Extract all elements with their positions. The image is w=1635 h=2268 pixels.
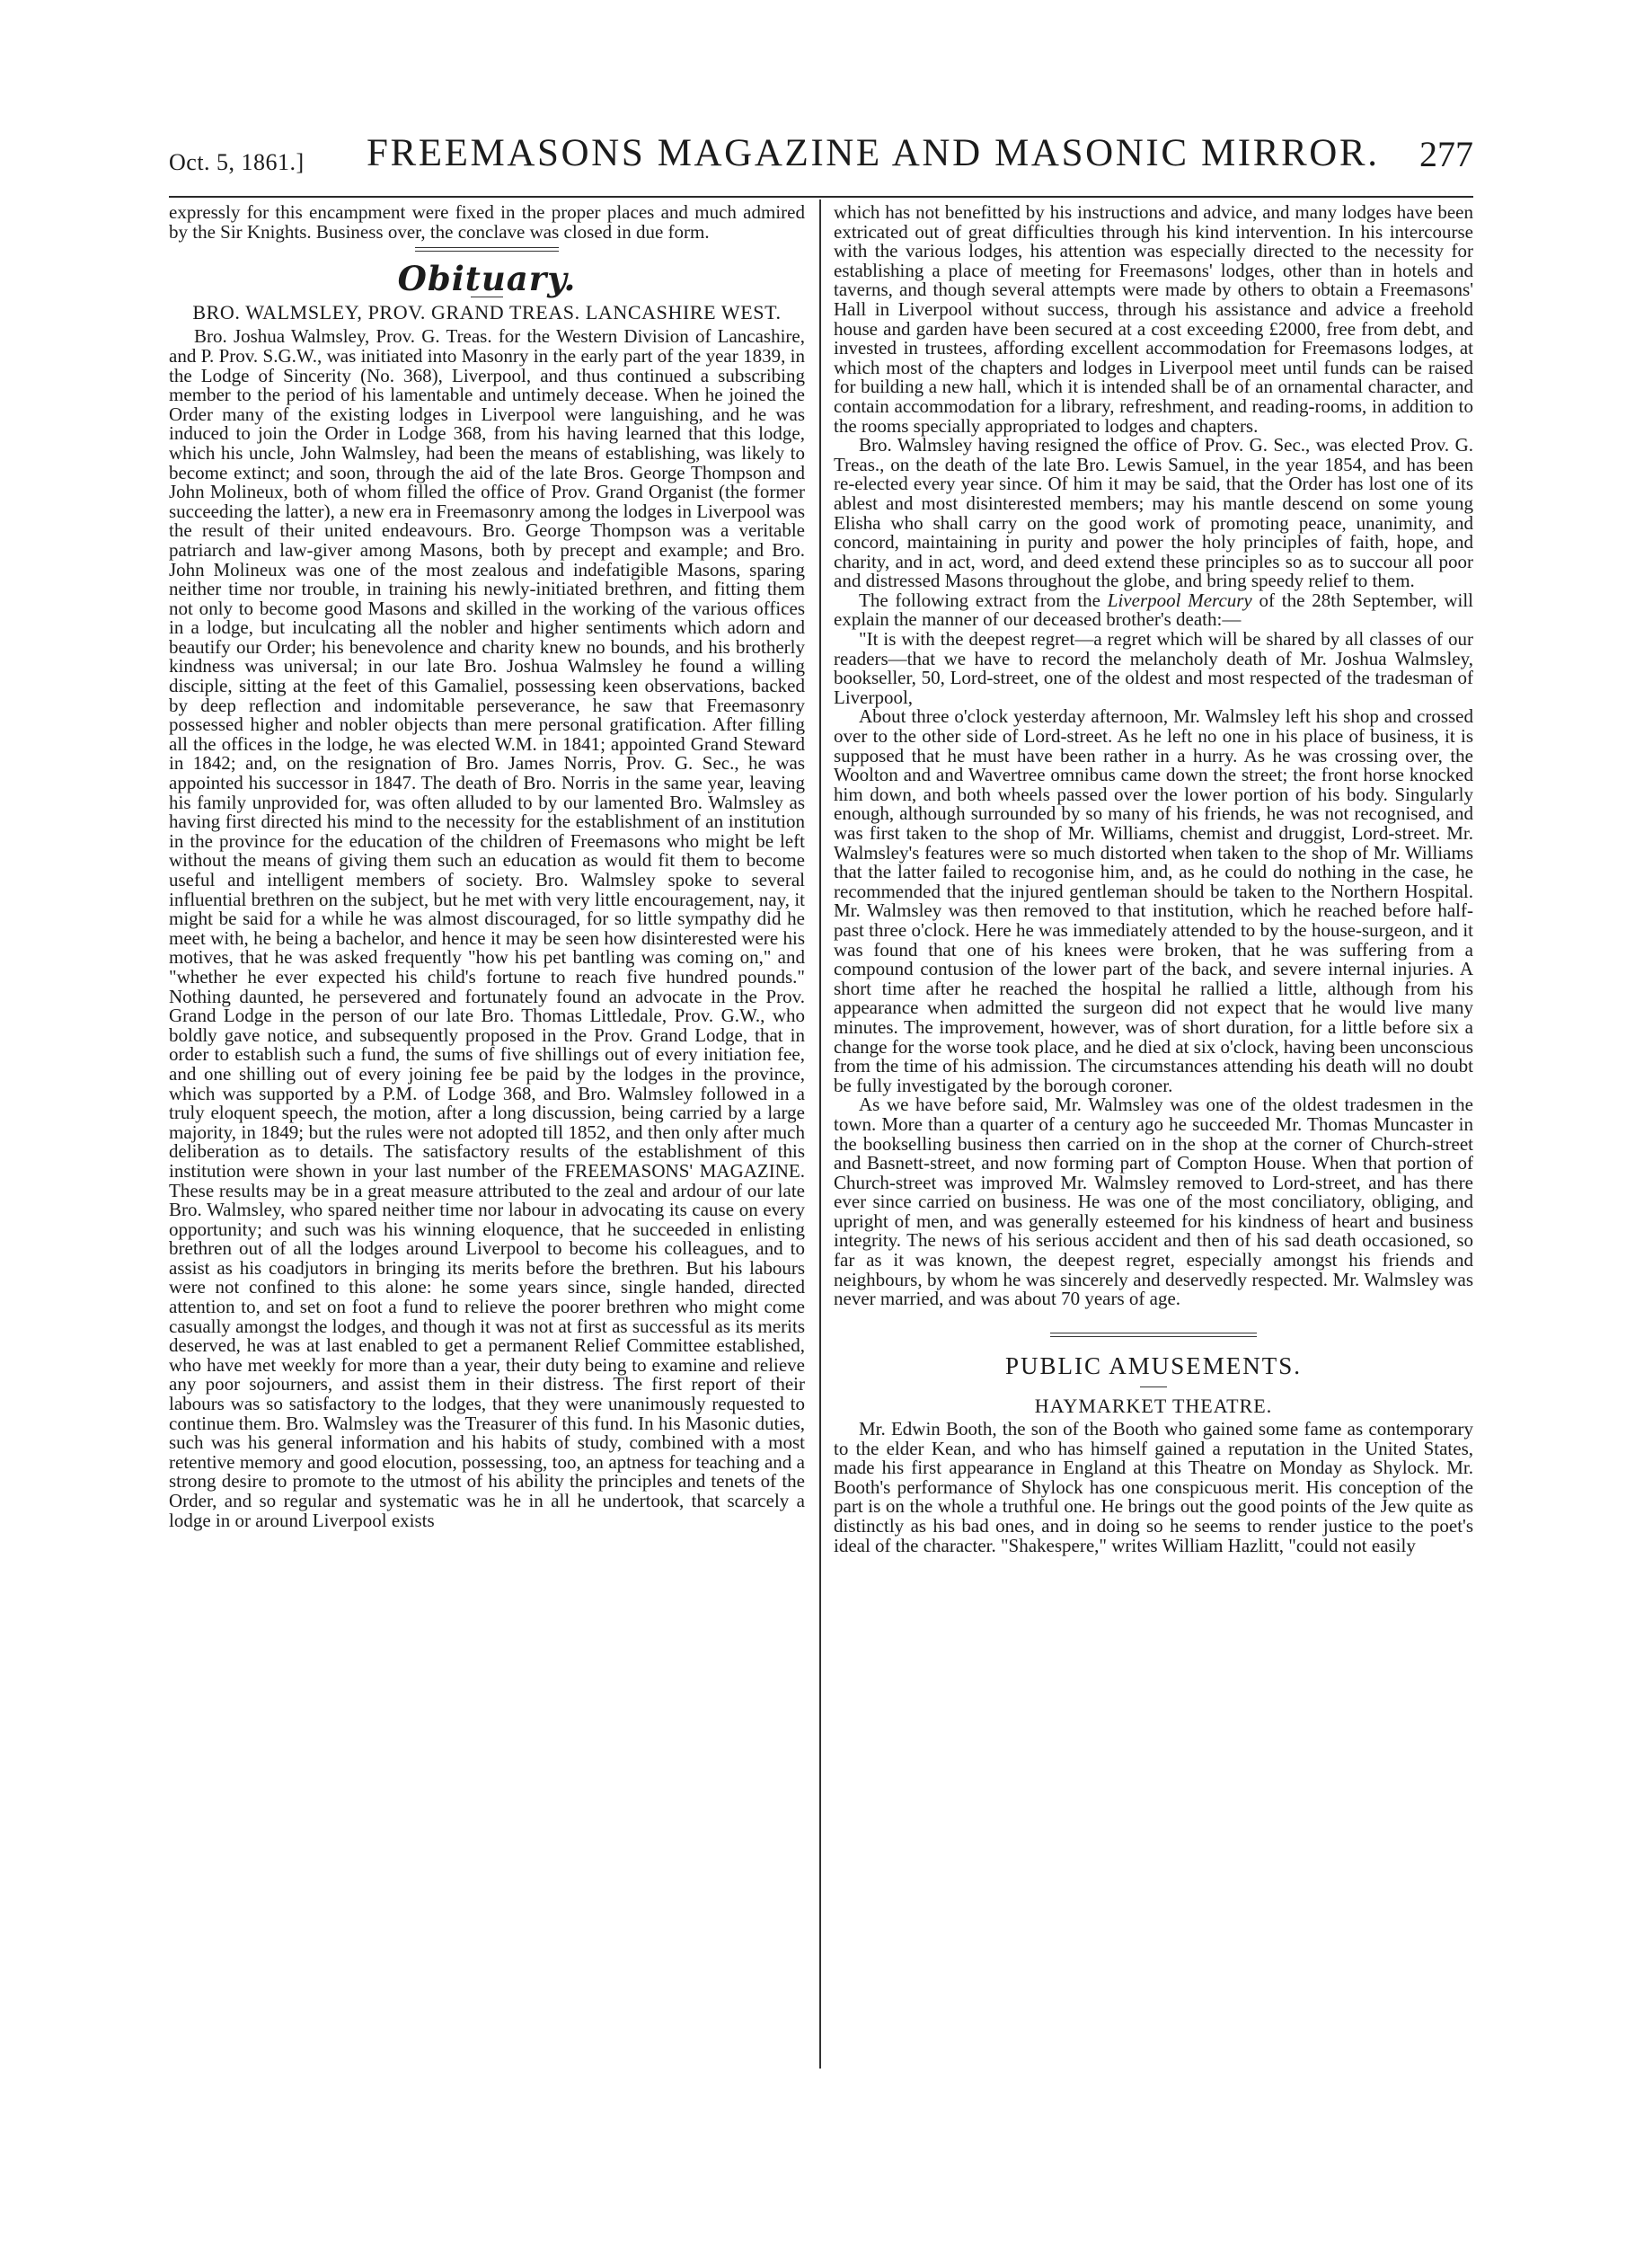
obituary-continuation: which has not benefitted by his instructions and advice, and many lodges have been extricated out of great difficulties through his kind intervention. In his intercourse with the various lodges, his attention was especially directed to the necessity for establishing a place of meeting for Freemasons' lodges, other than in hotels and taverns, and though several attempts were made by others to obtain a Freemasons' Hall in Liverpool without success, through his assistance and advice a freehold house and garden have been secured at a cost exceeding £2000, free from debt, and invested in trustees, affording excellent accommodation for Freemasons lodges, at which most of the chapters and lodges in Liverpool meet until funds can be raised for building a new hall, which it is intended shall be of an ornamental character, and contain accommodation for a library, refreshment, and reading-rooms, in addition to the rooms specially appropriated to lodges and chapters. (834, 201, 1473, 437)
haymarket-heading: HAYMARKET THEATRE. (1034, 1395, 1273, 1418)
extract-biography: As we have before said, Mr. Walmsley was one of the oldest tradesmen in the town. More than a quarter of a century ago he succeeded Mr. Thomas Muncaster in the bookselling business then carried on in the shop at the corner of Church-street and Basnett-street, and now forming part of Compton House. When that portion of Church-street was improved Mr. Walmsley removed to Lord-street, and has there ever since carried on business. He was one of the most conciliatory, obliging, and upright of men, and was generally esteemed for his kindness of heart and business integrity. The news of his serious accident and then of his sad death occasioned, so far as it was known, the deepest regret, especially amongst his friends and neighbours, by whom he was sincerely and deservedly respected. Mr. Walmsley was never married, and was about 70 years of age. (834, 1094, 1473, 1310)
magazine-title: FREEMASONS MAGAZINE AND MASONIC MIRROR. (367, 132, 1380, 174)
issue-date: Oct. 5, 1861.] (169, 149, 305, 175)
extract-accident-account: About three o'clock yesterday afternoon, Mr. Walmsley left his shop and crossed over to the other side of Lord-street. As he left no one in his place of business, it is supposed that he must have been rather in a hurry. As he was crossing over, the Woolton and and Wavertree omnibus came down the street; the front horse knocked him down, and both wheels passed over the lower portion of his body. Singularly enough, although surrounded by so many of his friends, he was not recognised, and was first taken to the shop of Mr. Williams, chemist and druggist, Lord-street. Mr. Walmsley's features were so much distorted when taken to the shop of Mr. Williams that the latter failed to recogonise him, and, as he could do nothing in the case, he recommended that the injured gentleman should be taken to the Northern Hospital. Mr. Walmsley was then removed to that institution, which he reached before half-past three o'clock. Here he was immediately attended to by the house-surgeon, and it was found that one of his knees were broken, that he was suffering from a compound contusion of the lower part of the back, and severe internal injuries. A short time after he reached the hospital he rallied a little, although from his appearance when admitted the surgeon did not expect that he would live many minutes. The improvement, however, was of short duration, for a little before six a change for the worse took place, and he died at six o'clock, having been unconscious from the time of his admission. The circumstances attending his death will no doubt be fully investigated by the borough coroner. (834, 705, 1473, 1096)
extract-intro-text: The following extract from the (859, 589, 1108, 611)
short-rule (1140, 1386, 1167, 1387)
haymarket-review: Mr. Edwin Booth, the son of the Booth who gained some fame as contemporary to the elder Kean, and who has himself gained a reputation in the United States, made his first appearance in England at this Theatre on Monday as Shylock. Mr. Booth's performance of Shylock has one conspicuous merit. His conception of the part is on the whole a truthful one. He brings out the good points of the Jew quite as distinctly as his bad ones, and in doing so he seems to render justice to the poet's ideal of the character. "Shakespere," writes William Hazlitt, "could not easily (834, 1418, 1473, 1556)
obituary-title: Obituary. (397, 259, 577, 299)
extract-intro-text-end: of the 28th September, will explain the manner of our deceased brother's death:— (834, 589, 1474, 631)
encampment-closing-paragraph: expressly for this encampment were fixed in the proper places and much admired by the Sir Knights. Business over, the conclave was closed in due form. (169, 201, 805, 243)
running-header (169, 131, 1473, 176)
column-divider (819, 199, 821, 2069)
mercury-extract-intro (834, 591, 1473, 630)
header-rule (169, 196, 1473, 198)
public-amusements-title: PUBLIC AMUSEMENTS. (1004, 1351, 1303, 1379)
obituary-body: Bro. Joshua Walmsley, Prov. G. Treas. for the Western Division of Lancashire, and P. Prov. S.G.W., was initiated into Masonry in the early part of the year 1839, in the Lodge of Sincerity (No. 368), Liverpool, and thus continued a subscribing member to the period of his lamentable and untimely decease. When he joined the Order many of the existing lodges in Liverpool were languishing, and he was induced to join the Order in Lodge 368, from his having learned that this lodge, which his uncle, John Walmsley, had been the means of establishing, was likely to become extinct; and soon, through the aid of the late Bros. George Thompson and John Molineux, both of whom filled the office of Prov. Grand Organist (the former succeeding the latter), a new era in Freemasonry among the lodges in Liverpool was the result of their united endeavours. Bro. George Thompson was a veritable patriarch and law-giver among Masons, both by precept and example; and Bro. John Molineux was one of the most zealous and indefatigible Masons, sparing neither time nor trouble, in training his newly-initiated brethren, and fitting them not only to become good Masons and skilled in the working of the various offices in a lodge, but inculcating all the nobler and higher sentiments which adorn and beautify our Order; his benevolence and charity knew no bounds, and his brotherly kindness was universal; in our late Bro. Joshua Walmsley he found a willing disciple, sitting at the feet of this Gamaliel, possessing keen observations, backed by deep reflection and indomitable perseverance, he saw that Freemasonry possessed higher and nobler objects than mere personal gratification. After filling all the offices in the lodge, he was elected W.M. in 1841; appointed Grand Steward in 1842; and, on the resignation of Bro. James Norris, Prov. G. Sec., he was appointed his successor in 1847. The death of Bro. Norris in the same year, leaving his family unprovided for, was often alluded to by our lamented Bro. Walmsley as having first directed his mind to the necessity for the establishment of an institution in the province for the education of the children of Freemasons who might be left without the means of giving them such an education as would fit them to become useful and intelligent members of society. Bro. Walmsley spoke to several influential brethren on the subject, but he met with very little encouragement, nay, it might be said for a while he was almost discouraged, for so little sympathy did he meet with, he being a bachelor, and hence it may be seen how disinterested were his motives, that he was asked frequently "how his pet bantling was coming on," and "whether he ever expected his child's fortune to reach five hundred pounds." Nothing daunted, he persevered and fortunately found an advocate in the Prov. Grand Lodge in the person of our late Bro. Thomas Littledale, Prov. G.W., who boldly gave notice, and subsequently proposed in the Prov. Grand Lodge, that in order to establish such a fund, the sums of five shillings out of every initiation fee, and one shilling out of every joining fee be paid by the lodges in the province, which was supported by a P.M. of Lodge 368, and Bro. Walmsley followed in a truly eloquent speech, the motion, after a long discussion, being carried by a large majority, in 1849; but the rules were not adopted till 1852, and then only after much deliberation as to details. The satisfactory results of the establishment of this institution were shown in your last number of the FREEMASONS' MAGAZINE. These results may be in a great measure attributed to the zeal and ardour of our late Bro. Walmsley, who spared neither time nor labour in advocating its cause on every opportunity; and such was his winning eloquence, that he succeeded in enlisting brethren out of all the lodges around Liverpool to become his colleagues, and to assist as his coadjutors in bringing its merits before the brethren. But his labours were not confined to this alone: he some years since, single handed, directed attention to, and set on foot a fund to relieve the poorer brethren who might come casually amongst the lodges, and though it was not at first as successful as its merits deserved, he was at last enabled to get a permanent Relief Committee established, who have met weekly for more than a year, their duty being to examine and relieve any poor sojourners, and assist them in their distress. The first report of their labours was so satisfactory to the lodges, that they were unanimously requested to continue them. Bro. Walmsley was the Treasurer of this fund. In his Masonic duties, such was his general information and his habits of study, combined with a most retentive memory and good elocution, possessing, too, an aptness for teaching and a strong desire to promote to the utmost of his ability the principles and tenets of the Order, and so regular and systematic was he in all he undertook, that scarcely a lodge in or around Liverpool exists (169, 325, 805, 1531)
section-divider (415, 247, 559, 252)
left-column (169, 203, 805, 1530)
section-divider (1050, 1333, 1257, 1337)
obituary-heading: BRO. WALMSLEY, PROV. GRAND TREAS. LANCASHIRE WEST. (192, 300, 782, 323)
right-column (834, 203, 1473, 1555)
obituary-paragraph-resignation: Bro. Walmsley having resigned the office of Prov. G. Sec., was elected Prov. G. Treas., on the death of the late Bro. Lewis Samuel, in the year 1854, and has been re-elected every year since. Of him it may be said, that the Order has lost one of its ablest and most disinterested members; may his mantle descend on some young Elisha who shall carry on the good work of promoting peace, unanimity, and concord, maintaining in purity and power the holy principles of faith, hope, and charity, and in act, word, and deed extend these principles so as to succour all poor and distressed Masons throughout the globe, and bring speedy relief to them. (834, 434, 1473, 592)
page-number: 277 (1419, 134, 1473, 174)
newspaper-name: Liverpool Mercury (1107, 589, 1252, 611)
extract-quote-opening: "It is with the deepest regret—a regret which will be shared by all classes of our readers—that we have to record the melancholy death of Mr. Joshua Walmsley, bookseller, 50, Lord-street, one of the oldest and most respected of the tradesman of Liverpool, (834, 628, 1473, 708)
